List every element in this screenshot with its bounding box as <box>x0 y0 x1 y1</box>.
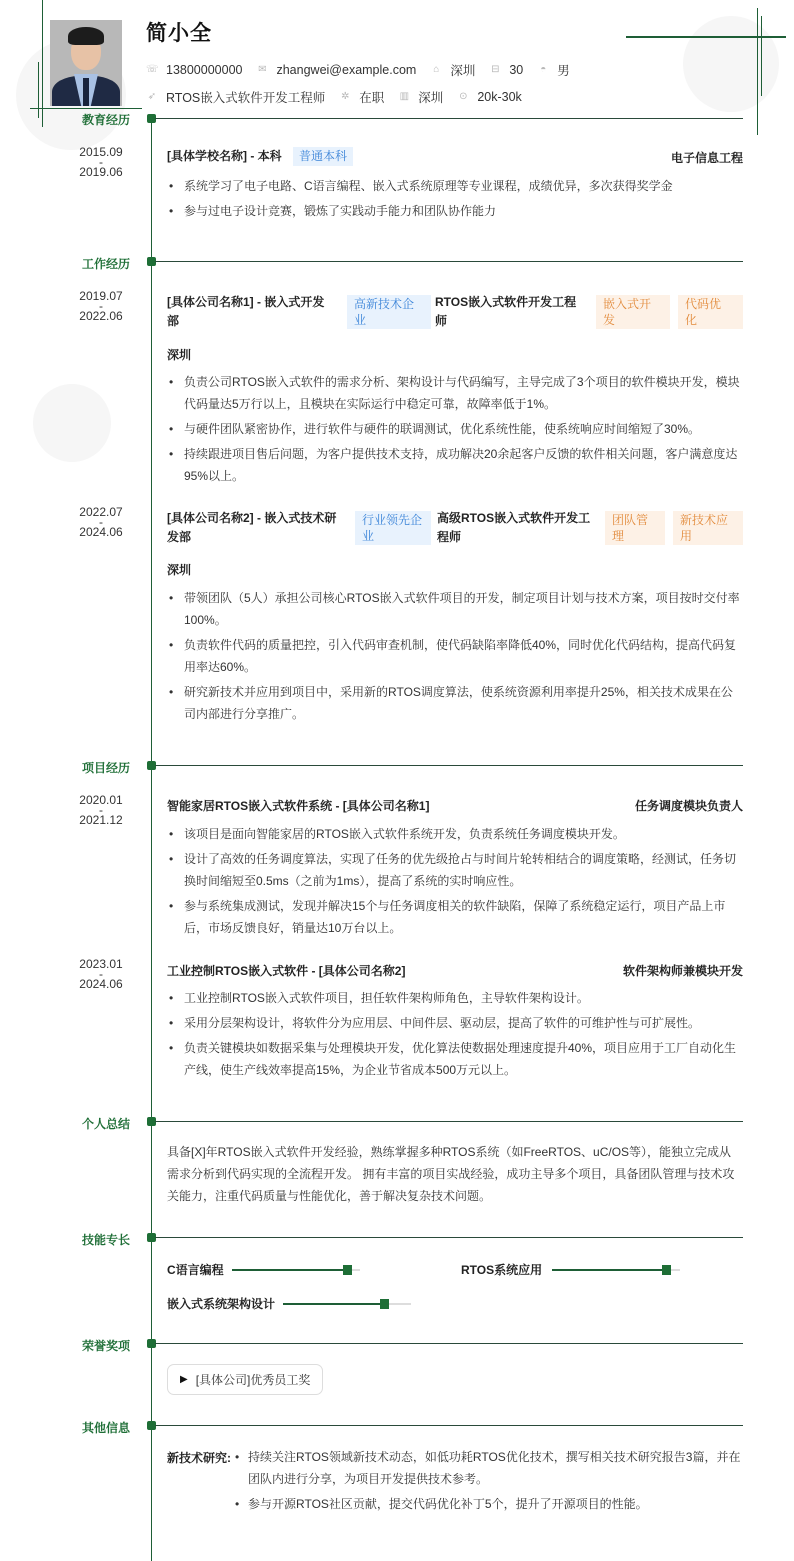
skill-level-bar <box>232 1269 360 1271</box>
education-bullets <box>167 175 743 225</box>
date-range: 2023.01 - 2024.06 <box>79 957 123 991</box>
job-bullets <box>167 371 743 490</box>
list-item: • 设计了高效的任务调度算法，实现了任务的优先级抢占与时间片轮转相结合的调度策略，经测试，任务切换时间缩短至0.5ms（之前为1ms），提高了系统的实时响应性。 <box>167 848 743 892</box>
date-range: 2022.07 - 2024.06 <box>79 505 123 539</box>
skill-level-knob <box>380 1299 389 1309</box>
skill-level-knob <box>343 1265 352 1275</box>
list-item: • 工业控制RTOS嵌入式软件项目，担任软件架构师角色，主导软件架构设计。 <box>167 987 743 1009</box>
profile-header <box>0 0 794 118</box>
email: zhangwei@example.com <box>276 63 417 77</box>
phone: 13800000000 <box>166 63 243 77</box>
job-status: 在职 <box>359 91 385 105</box>
major: 电子信息工程 <box>670 151 743 165</box>
send-icon: ➶ <box>147 91 157 102</box>
school-name: [具体学校名称] - 本科 <box>167 149 282 163</box>
gender-icon: ◓ <box>540 64 547 75</box>
date-range: 2015.09 - 2019.06 <box>79 145 123 179</box>
job-city: 深圳 <box>167 348 192 362</box>
target-position: RTOS嵌入式软件开发工程师 <box>166 91 326 105</box>
award-label: [具体公司]优秀员工奖 <box>195 1373 311 1387</box>
section-title: 个人总结 <box>81 1117 130 1131</box>
job-position: RTOS嵌入式软件开发工程 师 <box>435 295 577 328</box>
list-item: • 参与系统集成测试，发现并解决15个与任务调度相关的软件缺陷，保障了系统稳定运行，项目产品上市后，市场反馈良好，销量达10万台以上。 <box>167 895 743 939</box>
expand-triangle-icon: ▶ <box>180 1374 188 1385</box>
skill-name: C语言编程 <box>167 1263 224 1277</box>
skill-tag: 团队管 理 <box>605 511 665 545</box>
section-divider <box>155 1425 743 1426</box>
skill-level-bar <box>283 1303 411 1305</box>
summary-text: 具备[X]年RTOS嵌入式软件开发经验，熟练掌握多种RTOS系统（如FreeRTOS、uC/OS等），能独立完成从需求分析到代码实现的全流程开发。 拥有丰富的项目实战经验，成功主导多个项目，具备团队管理与技术攻关能力，注重代码质量与性能优化，善于解决复杂技术问题。 <box>167 1145 735 1203</box>
date-range: 2020.01 - 2021.12 <box>79 793 123 827</box>
company-name: [具体公司名称1] - 嵌入式开发 部 <box>167 295 325 328</box>
section-title: 教育经历 <box>81 113 130 127</box>
job-position: 高级RTOS嵌入式软件开发工 程师 <box>437 511 591 544</box>
section-title: 技能专长 <box>81 1233 130 1247</box>
target-city: 深圳 <box>418 91 444 105</box>
skill-level-knob <box>662 1265 671 1275</box>
other-bullets <box>231 1446 743 1518</box>
phone-icon: ☏ <box>146 64 159 75</box>
project-bullets <box>167 823 743 942</box>
project-name: 智能家居RTOS嵌入式软件系统 - [具体公司名称1] <box>167 799 430 813</box>
skill-tag: 嵌入式开 发 <box>596 295 670 329</box>
decor-circle-left <box>33 384 111 462</box>
avatar <box>50 20 122 106</box>
company-name: [具体公司名称2] - 嵌入式技术研 发部 <box>167 511 337 544</box>
list-item: • 持续关注RTOS领域新技术动态，如低功耗RTOS优化技术，撰写相关技术研究报告3篇，并在团队内进行分享，为项目开发提供技术参考。 <box>231 1446 743 1490</box>
building-icon: ▥ <box>399 91 410 102</box>
skill-level-bar <box>552 1269 680 1271</box>
salary-icon: ⊙ <box>459 91 468 102</box>
list-item: • 与硬件团队紧密协作，进行软件与硬件的联调测试，优化系统性能，使系统响应时间缩短了30%。 <box>167 418 743 440</box>
skill-item <box>167 1295 411 1312</box>
section-title: 其他信息 <box>81 1421 130 1435</box>
company-tag: 高新技术企 业 <box>347 295 431 329</box>
project-role: 软件架构师兼模块开发 <box>622 964 743 978</box>
job-bullets <box>167 587 743 728</box>
section-title: 荣誉奖项 <box>81 1339 130 1353</box>
list-item: • 带领团队（5人）承担公司核心RTOS嵌入式软件项目的开发，制定项目计划与技术方案，项目按时交付率100%。 <box>167 587 743 631</box>
project-role: 任务调度模块负责人 <box>634 799 743 813</box>
list-item: • 参与开源RTOS社区贡献，提交代码优化补丁5个，提升了开源项目的性能。 <box>231 1493 743 1515</box>
skill-tag: 代码优 化 <box>678 295 743 329</box>
list-item: • 研究新技术并应用到项目中，采用新的RTOS调度算法，使系统资源利用率提升25%，相关技术成果在公司内部进行分享推广。 <box>167 681 743 725</box>
skill-name: RTOS系统应用 <box>461 1263 543 1277</box>
section-divider <box>155 765 743 766</box>
other-label: 新技术研究: <box>167 1451 231 1465</box>
skill-item <box>461 1261 680 1278</box>
list-item: • 负责软件代码的质量把控，引入代码审查机制，使代码缺陷率降低40%，同时优化代码结构，提高代码复用率达60%。 <box>167 634 743 678</box>
location: 深圳 <box>450 64 476 78</box>
job-city: 深圳 <box>167 563 192 577</box>
status-icon: ✲ <box>341 91 350 102</box>
age-icon: ⊟ <box>491 64 500 75</box>
gender: 男 <box>557 64 570 78</box>
section-divider <box>155 261 743 262</box>
section-title: 项目经历 <box>81 761 130 775</box>
section-divider <box>155 1343 743 1344</box>
salary: 20k-30k <box>477 90 522 104</box>
job-intent-row <box>146 88 536 106</box>
section-divider <box>155 118 743 119</box>
list-item: • 持续跟进项目售后问题，为客户提供技术支持，成功解决20余起客户反馈的软件相关问题，客户满意度达95%以上。 <box>167 443 743 487</box>
award-item[interactable] <box>167 1364 323 1395</box>
project-name: 工业控制RTOS嵌入式软件 - [具体公司名称2] <box>167 964 406 978</box>
list-item: • 负责公司RTOS嵌入式软件的需求分析、架构设计与代码编写，主导完成了3个项目的软件模块开发，模块代码量达5万行以上，且模块在实际运行中稳定可靠，故障率低于1%。 <box>167 371 743 415</box>
skill-name: 嵌入式系统架构设计 <box>167 1297 276 1311</box>
degree-tag: 普通本科 <box>293 147 353 166</box>
age: 30 <box>509 63 524 77</box>
list-item: • 采用分层架构设计，将软件分为应用层、中间件层、驱动层，提高了软件的可维护性与可扩展性。 <box>167 1012 743 1034</box>
list-item: • 参与过电子设计竞赛，锻炼了实践动手能力和团队协作能力 <box>167 200 743 222</box>
list-item: • 该项目是面向智能家居的RTOS嵌入式软件系统开发，负责系统任务调度模块开发。 <box>167 823 743 845</box>
date-range: 2019.07 - 2022.06 <box>79 289 123 323</box>
list-item: • 系统学习了电子电路、C语言编程、嵌入式系统原理等专业课程，成绩优异，多次获得奖学金 <box>167 175 743 197</box>
mail-icon: ✉ <box>258 64 267 75</box>
company-tag: 行业领先企 业 <box>355 511 431 545</box>
contact-row <box>146 61 584 79</box>
project-bullets <box>167 987 743 1084</box>
skill-item <box>167 1261 360 1278</box>
home-icon: ⌂ <box>433 64 440 75</box>
section-title: 工作经历 <box>81 257 130 271</box>
candidate-name: 简小全 <box>146 22 212 45</box>
skill-tag: 新技术应 用 <box>673 511 743 545</box>
section-divider <box>155 1121 743 1122</box>
section-divider <box>155 1237 743 1238</box>
list-item: • 负责关键模块如数据采集与处理模块开发，优化算法使数据处理速度提升40%，项目应用于工厂自动化生产线，使生产线效率提高15%，为企业节省成本500万元以上。 <box>167 1037 743 1081</box>
education-entry-head <box>167 147 743 166</box>
